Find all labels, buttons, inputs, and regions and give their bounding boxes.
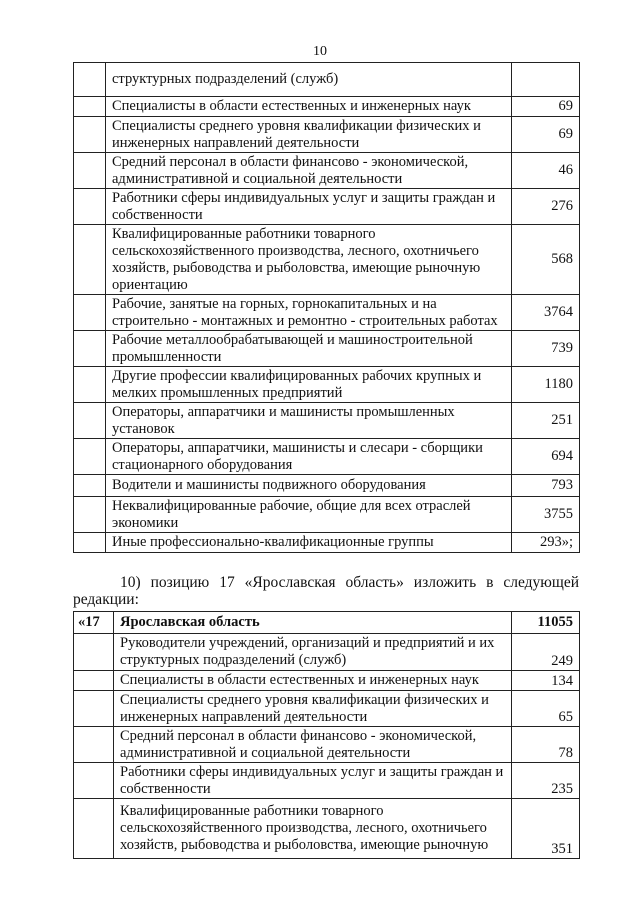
code-cell [74,439,106,475]
occupation-name: Водители и машинисты подвижного оборудования [106,475,512,497]
occupation-count: 251 [512,403,580,439]
occupation-name: Специалисты в области естественных и инженерных наук [106,97,512,117]
table-row [74,117,580,153]
occupation-count: 293»; [512,533,580,553]
code-cell [74,533,106,553]
code-cell [74,367,106,403]
code-cell [74,799,114,859]
table-row [74,403,580,439]
occupation-count: 3764 [512,295,580,331]
occupation-name: Другие профессии квалифицированных рабочих крупных и мелких промышленных предприятий [106,367,512,403]
code-cell [74,634,114,671]
table-row [74,295,580,331]
occupation-name: Операторы, аппаратчики и машинисты промышленных установок [106,403,512,439]
occupation-count: 78 [512,727,580,763]
occupation-count: 46 [512,153,580,189]
table-header-row [74,612,580,634]
occupation-name: Квалифицированные работники товарного сельскохозяйственного производства, лесного, охотничьего хозяйств, рыбоводства и рыболовства, имеющие рыночную ориентацию [106,225,512,295]
table-row [74,533,580,553]
occupation-count: 1180 [512,367,580,403]
occupation-count: 69 [512,97,580,117]
region-total: 11055 [512,612,580,634]
table-row [74,225,580,295]
region-name: Ярославская область [114,612,512,634]
code-cell [74,671,114,691]
occupation-name: Средний персонал в области финансово - экономической, административной и социальной деятельности [114,727,512,763]
occupation-count: 568 [512,225,580,295]
table-row [74,153,580,189]
code-cell [74,727,114,763]
occupation-count: 134 [512,671,580,691]
code-cell [74,63,106,97]
table-row [74,475,580,497]
yaroslavl-table [73,611,580,859]
table-row [74,671,580,691]
occupation-table-continued [73,62,580,553]
table-row [74,331,580,367]
code-cell [74,295,106,331]
table-row [74,367,580,403]
paragraph-line-2: редакции: [73,591,139,608]
occupation-name: Рабочие, занятые на горных, горнокапитальных и на строительно - монтажных и ремонтно - строительных работах [106,295,512,331]
code-cell [74,475,106,497]
occupation-name: Специалисты среднего уровня квалификации физических и инженерных направлений деятельности [106,117,512,153]
table-row [74,97,580,117]
occupation-count: 276 [512,189,580,225]
code-cell [74,691,114,727]
page-number: 10 [313,44,327,59]
table-row [74,799,580,859]
occupation-name: Операторы, аппаратчики, машинисты и слесари - сборщики стационарного оборудования [106,439,512,475]
occupation-name: Неквалифицированные рабочие, общие для всех отраслей экономики [106,497,512,533]
occupation-count: 739 [512,331,580,367]
table-row [74,634,580,671]
occupation-count [512,63,580,97]
occupation-name: Работники сферы индивидуальных услуг и защиты граждан и собственности [106,189,512,225]
code-cell [74,225,106,295]
table-row [74,63,580,97]
code-cell [74,763,114,799]
table-row [74,497,580,533]
table-row [74,727,580,763]
table-row [74,189,580,225]
code-cell [74,497,106,533]
code-cell [74,117,106,153]
occupation-count: 249 [512,634,580,671]
code-cell [74,331,106,367]
occupation-count: 351 [512,799,580,859]
occupation-name: Квалифицированные работники товарного сельскохозяйственного производства, лесного, охотничьего хозяйств, рыбоводства и рыболовства, имеющие рыночную [114,799,512,859]
code-cell [74,153,106,189]
amendment-paragraph [73,574,579,608]
region-code: «17 [74,612,114,634]
occupation-name: Средний персонал в области финансово - экономической, административной и социальной деятельности [106,153,512,189]
occupation-name: Рабочие металлообрабатывающей и машиностроительной промышленности [106,331,512,367]
code-cell [74,189,106,225]
occupation-count: 793 [512,475,580,497]
occupation-name: Руководители учреждений, организаций и предприятий и их структурных подразделений (служб) [114,634,512,671]
occupation-count: 694 [512,439,580,475]
table-row [74,763,580,799]
paragraph-line-1: 10) позицию 17 «Ярославская область» изложить в следующей [120,574,579,591]
occupation-name: Специалисты среднего уровня квалификации физических и инженерных направлений деятельности [114,691,512,727]
code-cell [74,97,106,117]
occupation-count: 3755 [512,497,580,533]
table-row [74,691,580,727]
occupation-count: 65 [512,691,580,727]
occupation-name: Специалисты в области естественных и инженерных наук [114,671,512,691]
code-cell [74,403,106,439]
table-row [74,439,580,475]
occupation-name: Работники сферы индивидуальных услуг и защиты граждан и собственности [114,763,512,799]
occupation-name: Иные профессионально-квалификационные группы [106,533,512,553]
occupation-count: 69 [512,117,580,153]
occupation-name: структурных подразделений (служб) [106,63,512,97]
occupation-count: 235 [512,763,580,799]
